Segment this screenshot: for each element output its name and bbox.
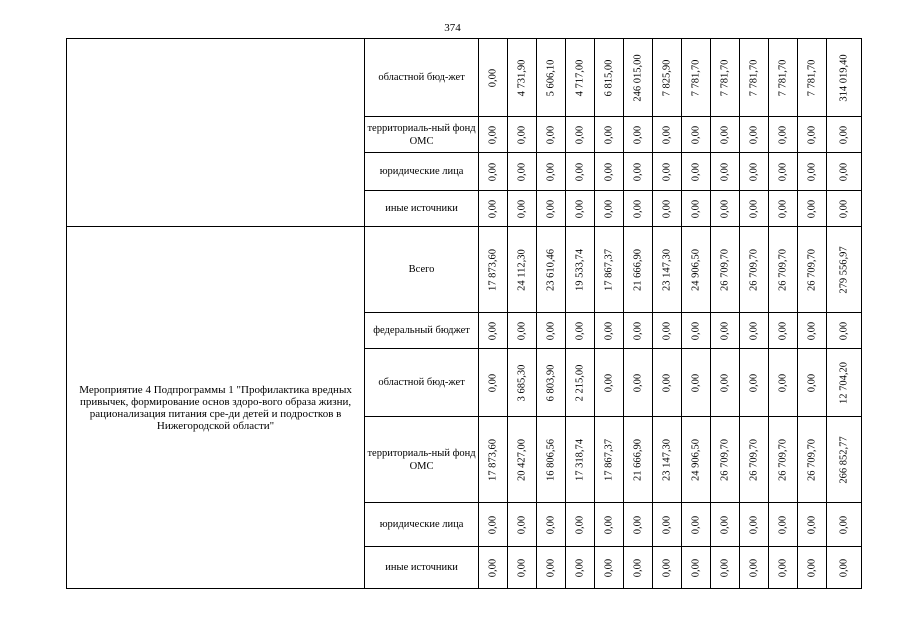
value-text: 0,00: [545, 199, 557, 218]
value-cell: [768, 547, 797, 589]
value-cell: [507, 227, 536, 313]
value-text: 0,00: [661, 199, 673, 218]
value-text: 0,00: [632, 162, 644, 181]
total-value-cell: [826, 153, 861, 191]
value-cell: [739, 191, 768, 227]
total-value-cell: [826, 227, 861, 313]
value-text: 7 781,70: [690, 59, 702, 96]
value-cell: [594, 39, 623, 117]
value-text: 0,00: [806, 515, 818, 534]
value-cell: [710, 313, 739, 349]
value-text: 0,00: [748, 125, 760, 144]
value-cell: [710, 227, 739, 313]
value-text: 279 556,97: [838, 245, 850, 294]
value-cell: [739, 349, 768, 417]
value-cell: [594, 417, 623, 503]
value-cell: [623, 547, 652, 589]
value-text: 23 147,30: [661, 438, 673, 481]
value-text: 16 806,56: [545, 438, 557, 481]
value-cell: [652, 417, 681, 503]
funding-source-cell: иные источники: [365, 547, 479, 589]
value-cell: [478, 117, 507, 153]
value-text: 0,00: [690, 558, 702, 577]
value-cell: [507, 313, 536, 349]
value-cell: [681, 547, 710, 589]
value-cell: [797, 153, 826, 191]
value-text: 0,00: [806, 558, 818, 577]
value-cell: [623, 417, 652, 503]
value-cell: [507, 547, 536, 589]
value-cell: [594, 117, 623, 153]
value-cell: [739, 313, 768, 349]
value-text: 0,00: [748, 162, 760, 181]
value-text: 26 709,70: [806, 248, 818, 291]
table-row: [67, 39, 862, 117]
value-cell: [565, 153, 594, 191]
funding-source-cell: иные источники: [365, 191, 479, 227]
value-text: 24 906,50: [690, 438, 702, 481]
value-text: 5 606,10: [545, 59, 557, 96]
value-cell: [768, 227, 797, 313]
value-text: 0,00: [487, 125, 499, 144]
value-text: 0,00: [661, 125, 673, 144]
value-text: 26 709,70: [806, 438, 818, 481]
value-cell: [565, 227, 594, 313]
value-cell: [797, 349, 826, 417]
value-cell: [652, 191, 681, 227]
value-cell: [797, 503, 826, 547]
value-cell: [478, 417, 507, 503]
value-cell: [739, 227, 768, 313]
value-text: 0,00: [661, 558, 673, 577]
value-cell: [478, 503, 507, 547]
value-cell: [623, 503, 652, 547]
value-text: 0,00: [777, 125, 789, 144]
value-cell: [681, 349, 710, 417]
value-text: 0,00: [487, 199, 499, 218]
value-text: 0,00: [574, 199, 586, 218]
value-text: 0,00: [516, 199, 528, 218]
value-cell: [652, 39, 681, 117]
program-name-cell: Мероприятие 4 Подпрограммы 1 "Профилактика вредных привычек, формирование основ здоро-вого образа жизни, рационализация питания сре-ди детей и подростков в Нижегородской области": [67, 227, 365, 589]
table-row: [67, 227, 862, 313]
value-cell: [478, 227, 507, 313]
value-cell: [681, 39, 710, 117]
value-cell: [739, 547, 768, 589]
value-cell: [536, 503, 565, 547]
value-cell: [565, 417, 594, 503]
value-text: 0,00: [748, 558, 760, 577]
value-cell: [594, 547, 623, 589]
value-cell: [739, 417, 768, 503]
value-text: 7 825,90: [661, 59, 673, 96]
value-text: 0,00: [516, 515, 528, 534]
value-cell: [478, 349, 507, 417]
value-cell: [536, 39, 565, 117]
value-cell: [565, 313, 594, 349]
value-cell: [594, 191, 623, 227]
value-text: 0,00: [545, 321, 557, 340]
value-cell: [768, 503, 797, 547]
value-cell: [536, 547, 565, 589]
value-text: 0,00: [719, 515, 731, 534]
value-text: 0,00: [487, 321, 499, 340]
value-cell: [507, 117, 536, 153]
value-text: 0,00: [603, 373, 615, 392]
value-cell: [478, 191, 507, 227]
value-cell: [710, 547, 739, 589]
value-cell: [565, 349, 594, 417]
value-text: 26 709,70: [777, 438, 789, 481]
value-cell: [797, 227, 826, 313]
value-cell: [681, 117, 710, 153]
value-text: 0,00: [838, 162, 850, 181]
value-text: 0,00: [632, 373, 644, 392]
value-cell: [623, 39, 652, 117]
total-value-cell: [826, 349, 861, 417]
value-text: 0,00: [838, 558, 850, 577]
value-text: 0,00: [603, 199, 615, 218]
value-cell: [623, 153, 652, 191]
value-text: 21 666,90: [632, 248, 644, 291]
value-text: 3 685,30: [516, 364, 528, 401]
value-cell: [681, 191, 710, 227]
value-text: 0,00: [661, 373, 673, 392]
value-cell: [594, 349, 623, 417]
funding-source-cell: областной бюд-жет: [365, 349, 479, 417]
funding-source-cell: территориаль-ный фонд ОМС: [365, 417, 479, 503]
value-cell: [536, 117, 565, 153]
program-name-cell: [67, 39, 365, 227]
value-text: 0,00: [838, 125, 850, 144]
value-cell: [652, 313, 681, 349]
value-cell: [739, 117, 768, 153]
value-text: 0,00: [806, 125, 818, 144]
value-cell: [594, 503, 623, 547]
funding-source-cell: областной бюд-жет: [365, 39, 479, 117]
value-text: 0,00: [487, 515, 499, 534]
value-cell: [623, 313, 652, 349]
value-cell: [768, 313, 797, 349]
value-text: 26 709,70: [748, 248, 760, 291]
page-number: 374: [444, 22, 461, 34]
value-text: 26 709,70: [748, 438, 760, 481]
value-text: 0,00: [603, 558, 615, 577]
value-text: 26 709,70: [777, 248, 789, 291]
value-cell: [768, 117, 797, 153]
value-text: 0,00: [661, 162, 673, 181]
value-text: 0,00: [838, 515, 850, 534]
value-cell: [565, 547, 594, 589]
value-cell: [507, 503, 536, 547]
value-cell: [536, 313, 565, 349]
total-value-cell: [826, 417, 861, 503]
value-text: 17 867,37: [603, 248, 615, 291]
value-cell: [536, 417, 565, 503]
value-cell: [681, 503, 710, 547]
budget-table: [66, 38, 862, 589]
value-cell: [768, 349, 797, 417]
value-text: 24 112,30: [516, 248, 528, 291]
value-text: 0,00: [777, 558, 789, 577]
value-text: 0,00: [806, 199, 818, 218]
total-value-cell: [826, 191, 861, 227]
value-cell: [565, 39, 594, 117]
value-text: 0,00: [719, 373, 731, 392]
value-cell: [768, 191, 797, 227]
value-text: 0,00: [574, 125, 586, 144]
value-cell: [652, 547, 681, 589]
value-cell: [478, 39, 507, 117]
value-text: 0,00: [603, 125, 615, 144]
value-text: 0,00: [603, 515, 615, 534]
value-cell: [565, 117, 594, 153]
value-text: 0,00: [748, 199, 760, 218]
value-cell: [623, 191, 652, 227]
value-text: 0,00: [719, 162, 731, 181]
value-cell: [710, 503, 739, 547]
value-text: 0,00: [545, 515, 557, 534]
value-text: 6 803,90: [545, 364, 557, 401]
value-text: 0,00: [632, 515, 644, 534]
value-cell: [507, 417, 536, 503]
value-cell: [536, 227, 565, 313]
total-value-cell: [826, 503, 861, 547]
value-cell: [507, 153, 536, 191]
value-cell: [507, 191, 536, 227]
value-text: 23 147,30: [661, 248, 673, 291]
value-text: 24 906,50: [690, 248, 702, 291]
total-value-cell: [826, 117, 861, 153]
value-text: 0,00: [719, 558, 731, 577]
total-value-cell: [826, 547, 861, 589]
value-text: 0,00: [661, 321, 673, 340]
value-cell: [797, 117, 826, 153]
value-text: 0,00: [603, 162, 615, 181]
value-text: 0,00: [690, 162, 702, 181]
value-cell: [797, 39, 826, 117]
value-text: 0,00: [632, 558, 644, 577]
value-text: 0,00: [719, 125, 731, 144]
value-text: 0,00: [719, 199, 731, 218]
value-cell: [797, 191, 826, 227]
value-cell: [652, 153, 681, 191]
value-cell: [652, 227, 681, 313]
value-text: 0,00: [806, 321, 818, 340]
value-cell: [536, 153, 565, 191]
funding-source-cell: юридические лица: [365, 503, 479, 547]
value-text: 0,00: [516, 558, 528, 577]
value-cell: [507, 349, 536, 417]
value-text: 0,00: [748, 515, 760, 534]
value-text: 26 709,70: [719, 248, 731, 291]
value-cell: [710, 117, 739, 153]
value-text: 0,00: [574, 321, 586, 340]
value-cell: [565, 503, 594, 547]
funding-source-cell: Всего: [365, 227, 479, 313]
value-cell: [739, 153, 768, 191]
value-cell: [536, 349, 565, 417]
value-text: 0,00: [690, 373, 702, 392]
value-cell: [797, 547, 826, 589]
value-cell: [710, 39, 739, 117]
value-text: 0,00: [838, 321, 850, 340]
value-text: 0,00: [748, 373, 760, 392]
value-text: 17 873,60: [487, 438, 499, 481]
value-text: 0,00: [545, 162, 557, 181]
value-text: 0,00: [777, 199, 789, 218]
value-text: 0,00: [777, 515, 789, 534]
value-text: 246 015,00: [632, 53, 644, 102]
value-text: 0,00: [574, 558, 586, 577]
value-text: 7 781,70: [777, 59, 789, 96]
value-text: 4 731,90: [516, 59, 528, 96]
value-text: 0,00: [632, 125, 644, 144]
value-cell: [594, 227, 623, 313]
value-cell: [652, 349, 681, 417]
value-text: 23 610,46: [545, 248, 557, 291]
value-text: 0,00: [719, 321, 731, 340]
value-cell: [710, 349, 739, 417]
value-text: 4 717,00: [574, 59, 586, 96]
value-cell: [768, 153, 797, 191]
value-cell: [565, 191, 594, 227]
value-text: 0,00: [690, 199, 702, 218]
value-cell: [768, 417, 797, 503]
value-text: 0,00: [545, 125, 557, 144]
value-text: 0,00: [487, 558, 499, 577]
value-cell: [478, 153, 507, 191]
value-text: 0,00: [516, 125, 528, 144]
value-text: 6 815,00: [603, 59, 615, 96]
value-text: 0,00: [632, 321, 644, 340]
total-value-cell: [826, 313, 861, 349]
value-text: 12 704,20: [838, 361, 850, 404]
value-cell: [710, 153, 739, 191]
value-text: 2 215,00: [574, 364, 586, 401]
value-text: 0,00: [748, 321, 760, 340]
funding-source-cell: федеральный бюджет: [365, 313, 479, 349]
value-text: 314 019,40: [838, 53, 850, 102]
funding-source-cell: территориаль-ный фонд ОМС: [365, 117, 479, 153]
value-text: 0,00: [487, 68, 499, 87]
value-text: 0,00: [632, 199, 644, 218]
value-cell: [681, 227, 710, 313]
value-cell: [623, 349, 652, 417]
value-text: 17 318,74: [574, 438, 586, 481]
value-cell: [652, 117, 681, 153]
value-cell: [623, 117, 652, 153]
value-text: 0,00: [777, 321, 789, 340]
value-text: 0,00: [487, 162, 499, 181]
value-text: 0,00: [690, 125, 702, 144]
value-text: 0,00: [690, 515, 702, 534]
value-text: 0,00: [777, 373, 789, 392]
value-text: 0,00: [806, 373, 818, 392]
value-text: 0,00: [806, 162, 818, 181]
value-cell: [710, 191, 739, 227]
value-text: 7 781,70: [748, 59, 760, 96]
value-cell: [478, 547, 507, 589]
value-text: 0,00: [661, 515, 673, 534]
value-cell: [797, 313, 826, 349]
value-cell: [681, 417, 710, 503]
value-text: 266 852,77: [838, 435, 850, 484]
value-cell: [594, 313, 623, 349]
value-cell: [768, 39, 797, 117]
value-text: 0,00: [777, 162, 789, 181]
value-cell: [739, 39, 768, 117]
value-cell: [594, 153, 623, 191]
funding-source-cell: юридические лица: [365, 153, 479, 191]
value-text: 7 781,70: [806, 59, 818, 96]
value-text: 0,00: [574, 162, 586, 181]
value-text: 19 533,74: [574, 248, 586, 291]
value-text: 0,00: [545, 558, 557, 577]
value-text: 0,00: [487, 373, 499, 392]
value-cell: [739, 503, 768, 547]
value-cell: [797, 417, 826, 503]
value-text: 0,00: [516, 162, 528, 181]
total-value-cell: [826, 39, 861, 117]
value-cell: [652, 503, 681, 547]
value-cell: [507, 39, 536, 117]
value-cell: [710, 417, 739, 503]
budget-table-body: [67, 39, 862, 589]
value-text: 21 666,90: [632, 438, 644, 481]
value-text: 17 873,60: [487, 248, 499, 291]
value-cell: [623, 227, 652, 313]
value-text: 0,00: [516, 321, 528, 340]
value-text: 0,00: [838, 199, 850, 218]
value-text: 0,00: [690, 321, 702, 340]
value-text: 17 867,37: [603, 438, 615, 481]
value-text: 7 781,70: [719, 59, 731, 96]
value-text: 0,00: [603, 321, 615, 340]
value-cell: [536, 191, 565, 227]
value-text: 0,00: [574, 515, 586, 534]
value-text: 20 427,00: [516, 438, 528, 481]
value-cell: [681, 313, 710, 349]
value-text: 26 709,70: [719, 438, 731, 481]
value-cell: [478, 313, 507, 349]
value-cell: [681, 153, 710, 191]
